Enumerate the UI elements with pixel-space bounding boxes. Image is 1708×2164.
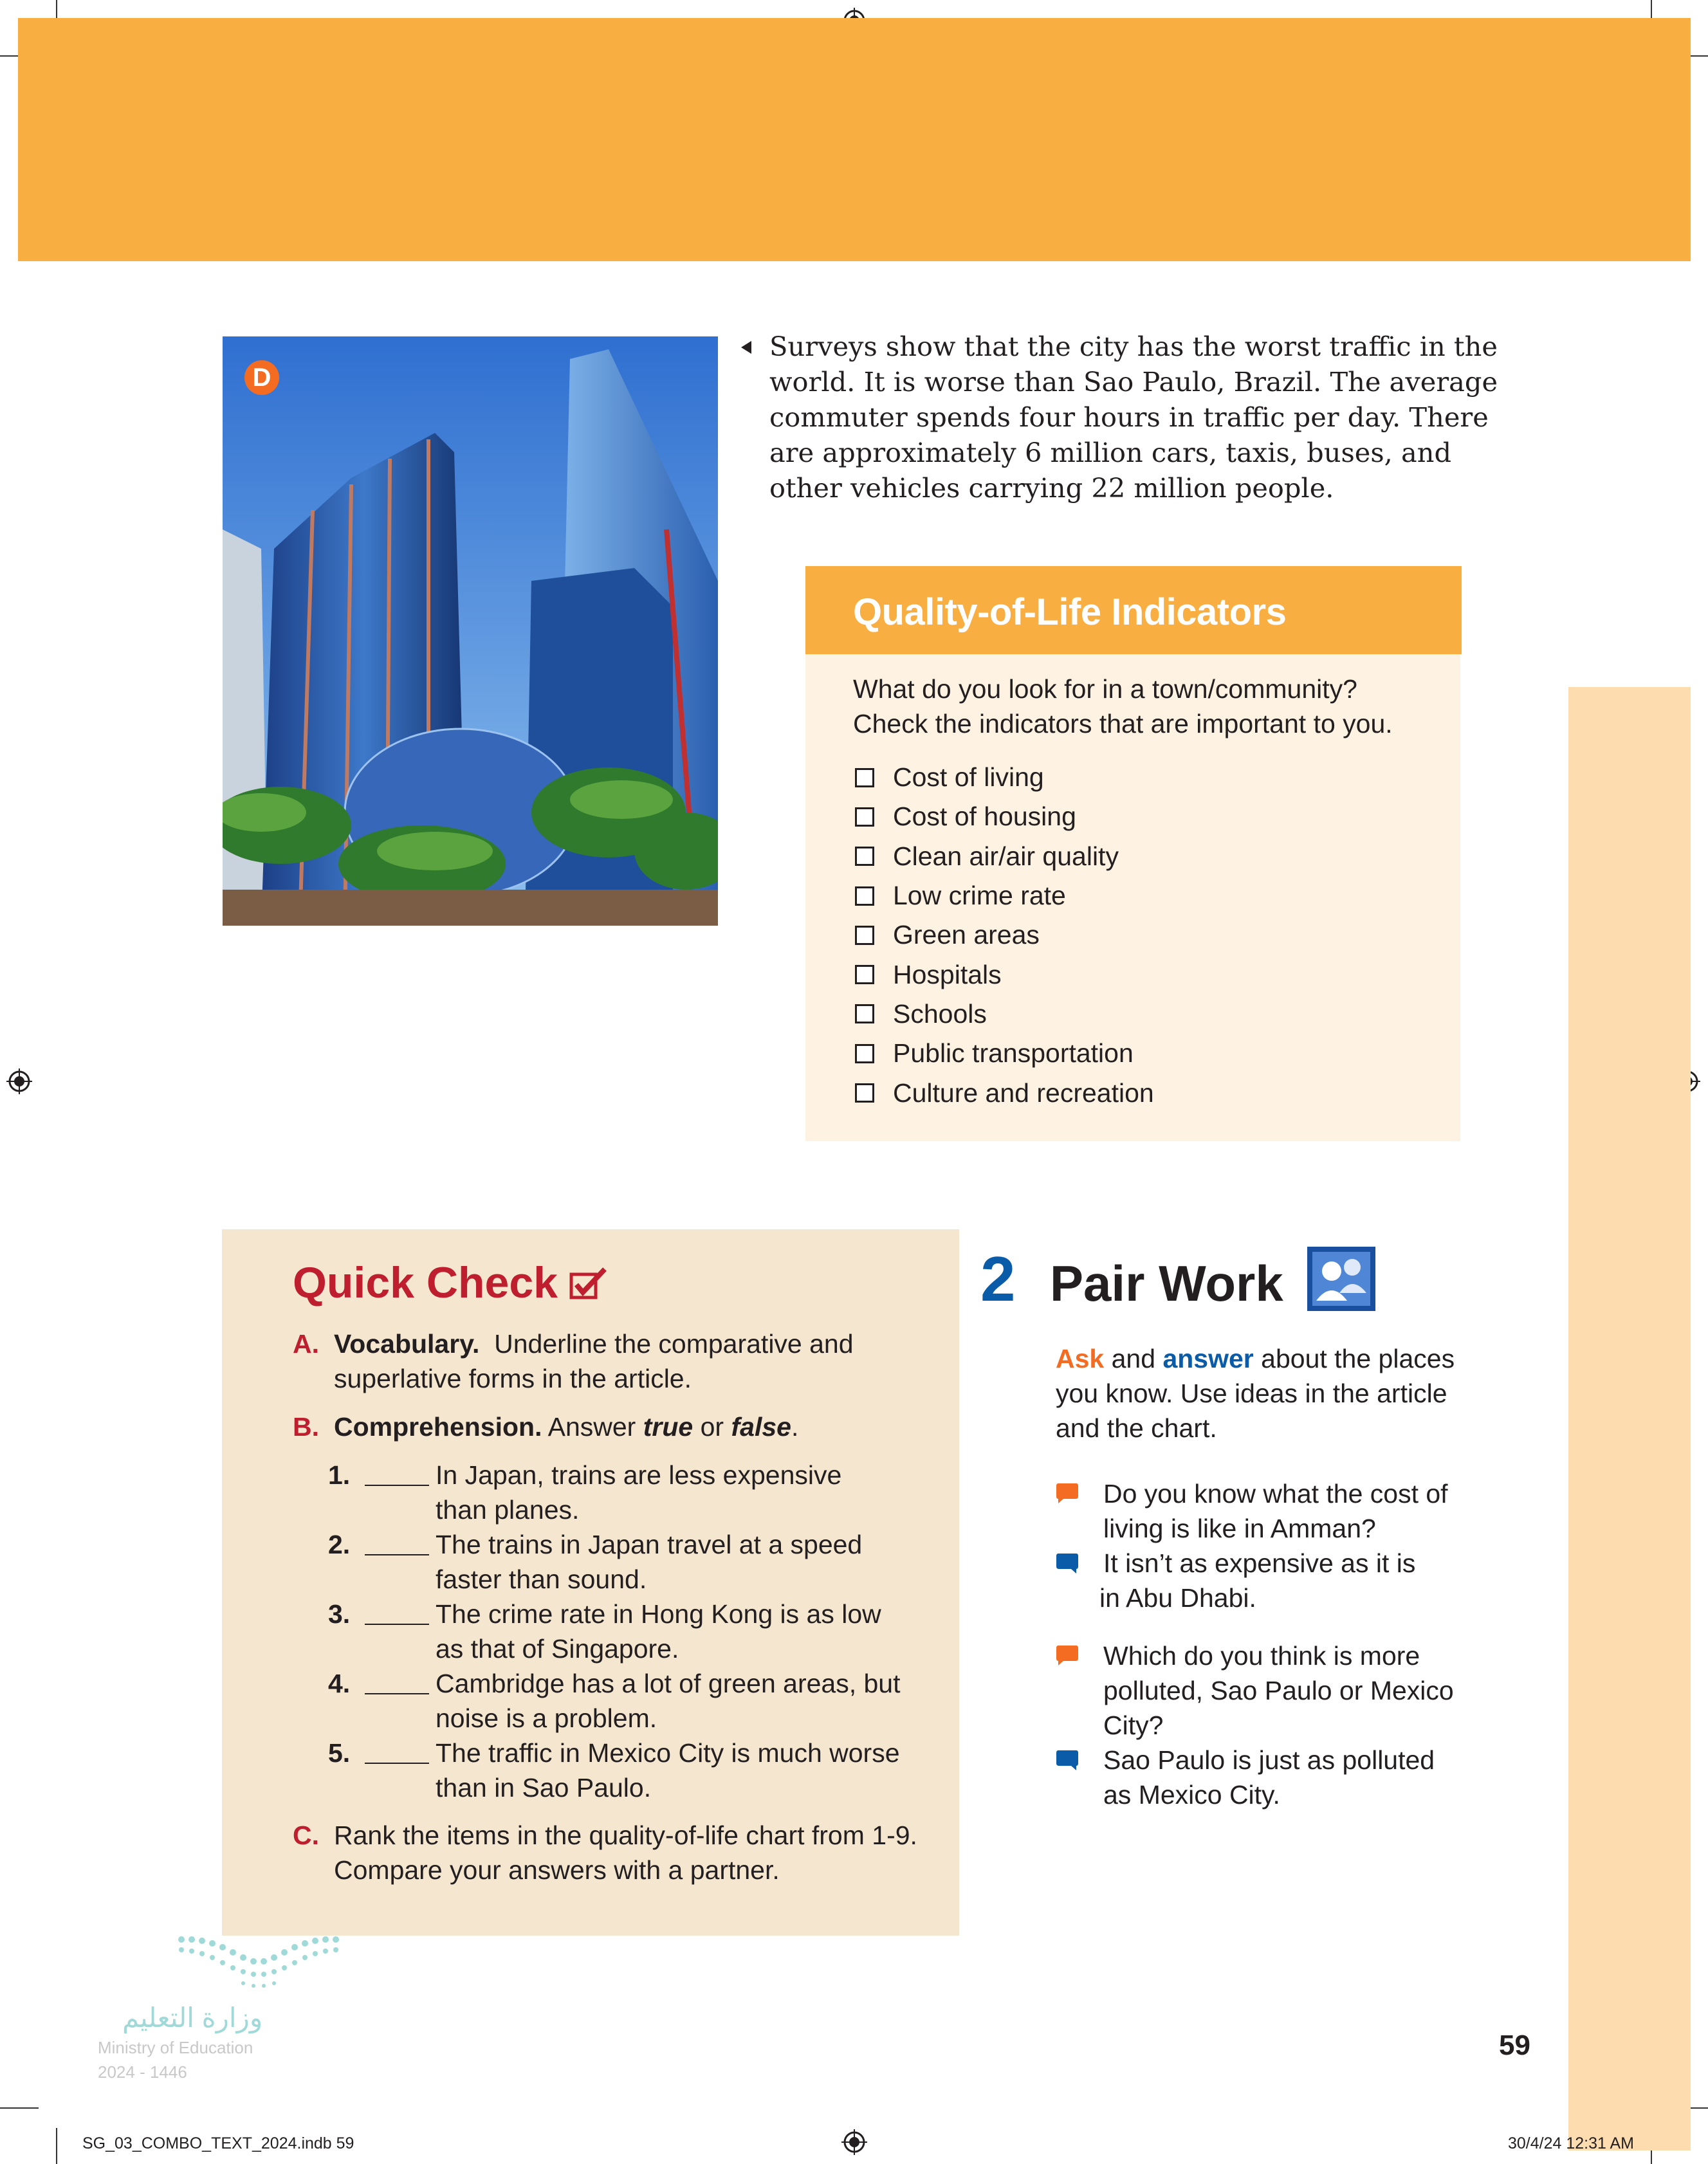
pair-work-title: Pair Work	[1050, 1255, 1283, 1312]
crop-mark	[0, 2107, 39, 2109]
indicator-label: Low crime rate	[893, 881, 1066, 911]
intro-line: Check the indicators that are important to you.	[853, 709, 1393, 738]
quality-of-life-title: Quality-of-Life Indicators	[853, 591, 1287, 633]
statement-number: 2.	[328, 1530, 351, 1559]
dialog-line: Sao Paulo is just as polluted	[1103, 1745, 1435, 1775]
indicator-item[interactable]	[853, 758, 1445, 797]
registration-mark-icon	[6, 1068, 32, 1094]
comprehension-instruction	[334, 1409, 798, 1444]
statement-text: than planes.	[436, 1495, 580, 1525]
instruction-line: you know. Use ideas in the article	[1056, 1379, 1447, 1408]
indicator-label: Schools	[893, 998, 987, 1029]
statement-text: The trains in Japan travel at a speed	[436, 1530, 863, 1559]
period: .	[791, 1412, 799, 1442]
checkbox[interactable]	[855, 1044, 874, 1063]
checkbox[interactable]	[855, 886, 874, 906]
true-word: true	[643, 1412, 693, 1442]
photo-label-badge: D	[244, 360, 279, 395]
dialog-line: in Abu Dhabi.	[1099, 1583, 1256, 1613]
statement-text: noise is a problem.	[436, 1703, 657, 1733]
statement-number: 3.	[328, 1599, 351, 1629]
dialog-line: polluted, Sao Paulo or Mexico	[1103, 1676, 1454, 1705]
checkbox[interactable]	[855, 768, 874, 787]
dialog-line: City?	[1103, 1710, 1164, 1740]
print-timestamp: 30/4/24 12:31 AM	[1508, 2134, 1634, 2152]
indicator-label: Cost of housing	[893, 802, 1076, 832]
checkbox[interactable]	[855, 847, 874, 866]
answer-blank[interactable]	[365, 1693, 429, 1694]
indicator-item[interactable]	[853, 876, 1445, 915]
statement-text: The traffic in Mexico City is much worse	[436, 1738, 900, 1768]
indicator-checklist	[853, 758, 1445, 1113]
registration-mark-icon	[841, 2129, 867, 2155]
ministry-logo-icon	[175, 1932, 342, 1990]
crop-mark	[56, 2128, 57, 2164]
statement-text: The crime rate in Hong Kong is as low	[436, 1599, 881, 1629]
ask-word: Ask	[1056, 1344, 1105, 1373]
dialog-question	[1103, 1476, 1515, 1546]
speech-bubble-icon	[1056, 1749, 1079, 1771]
answer-blank[interactable]	[365, 1763, 429, 1764]
ministry-name-english: Ministry of Education	[98, 2038, 253, 2057]
statement-text: than in Sao Paulo.	[436, 1773, 652, 1802]
checkbox[interactable]	[855, 926, 874, 945]
speech-bubble-icon	[1056, 1644, 1079, 1666]
indicator-label: Hospitals	[893, 959, 1002, 989]
item-letter: A.	[293, 1329, 319, 1359]
ministry-name-arabic: وزارة التعليم	[122, 2003, 263, 2033]
statement-text: faster than sound.	[436, 1564, 647, 1594]
pair-work-icon	[1306, 1245, 1377, 1312]
statement-text: Cambridge has a lot of green areas, but	[436, 1669, 901, 1698]
top-banner	[18, 18, 1691, 261]
ministry-year: 2024 - 1446	[98, 2062, 187, 2082]
statement-text: as that of Singapore.	[436, 1634, 679, 1664]
vocabulary-label: Vocabulary.	[334, 1329, 480, 1359]
comprehension-label: Comprehension.	[334, 1412, 542, 1442]
article-paragraph: Surveys show that the city has the worst traffic in the world. It is worse than Sao Paulo, Brazil. The average commuter spends four hours in traffic per day. There are approximately 6 million cars, taxis, buses, and other vehicles carrying 22 million people.	[769, 331, 1498, 504]
dialog-line: Do you know what the cost of	[1103, 1479, 1448, 1508]
dialog-answer	[1103, 1743, 1515, 1812]
ranking-instruction: Compare your answers with a partner.	[334, 1855, 780, 1885]
vocabulary-text: superlative forms in the article.	[334, 1364, 692, 1393]
intro-line: What do you look for in a town/community?	[853, 674, 1357, 704]
left-pointer-icon	[741, 341, 751, 354]
item-letter: C.	[293, 1820, 319, 1850]
and-word: and	[1111, 1344, 1156, 1373]
file-slug: SG_03_COMBO_TEXT_2024.indb 59	[82, 2134, 354, 2152]
indicator-item[interactable]	[853, 995, 1445, 1034]
quick-check-title: Quick Check	[293, 1258, 558, 1307]
indicator-item[interactable]	[853, 797, 1445, 836]
statement-number: 5.	[328, 1738, 351, 1768]
dialog-answer	[1099, 1546, 1515, 1615]
indicator-label: Cost of living	[893, 762, 1044, 793]
indicator-label: Clean air/air quality	[893, 841, 1119, 871]
dialog-question	[1103, 1638, 1515, 1743]
indicator-label: Culture and recreation	[893, 1077, 1154, 1108]
statement-text: In Japan, trains are less expensive	[436, 1460, 842, 1490]
or-word: or	[700, 1412, 724, 1442]
indicator-label: Green areas	[893, 920, 1040, 950]
checkbox[interactable]	[855, 965, 874, 984]
instruction-text: about the places	[1261, 1344, 1455, 1373]
indicator-item[interactable]	[853, 1073, 1445, 1112]
instruction-line	[1056, 1341, 1519, 1376]
checkmark-icon	[569, 1265, 607, 1301]
indicator-item[interactable]	[853, 955, 1445, 994]
dialog-line: living is like in Amman?	[1103, 1514, 1376, 1543]
answer-blank[interactable]	[365, 1554, 429, 1555]
answer-word: answer	[1162, 1344, 1254, 1373]
speech-bubble-icon	[1056, 1552, 1079, 1574]
section-number: 2	[980, 1243, 1016, 1314]
answer-blank[interactable]	[365, 1485, 429, 1486]
instruction-text: Answer	[547, 1412, 636, 1442]
instruction-line: and the chart.	[1056, 1413, 1217, 1443]
statement-number: 1.	[328, 1460, 351, 1490]
vocabulary-instruction	[334, 1326, 854, 1361]
dialog-line: as Mexico City.	[1103, 1780, 1280, 1810]
indicator-item[interactable]	[853, 837, 1445, 876]
ranking-instruction: Rank the items in the quality-of-life chart from 1-9.	[334, 1820, 917, 1850]
checkbox[interactable]	[855, 1004, 874, 1023]
indicator-item[interactable]	[853, 1034, 1445, 1073]
quality-of-life-intro	[853, 672, 1445, 741]
dialog-line: It isn’t as expensive as it is	[1103, 1548, 1416, 1578]
page-number: 59	[1499, 2030, 1530, 2061]
answer-blank[interactable]	[365, 1624, 429, 1625]
statement-number: 4.	[328, 1669, 351, 1698]
city-photo	[223, 336, 718, 926]
item-letter: B.	[293, 1412, 319, 1442]
indicator-label: Public transportation	[893, 1038, 1134, 1068]
indicator-item[interactable]	[853, 915, 1445, 955]
dialog-line: Which do you think is more	[1103, 1641, 1420, 1671]
checkbox[interactable]	[855, 1083, 874, 1103]
vocabulary-text: Underline the comparative and	[494, 1329, 854, 1359]
checkbox[interactable]	[855, 807, 874, 827]
speech-bubble-icon	[1056, 1482, 1079, 1504]
false-word: false	[731, 1412, 791, 1442]
pair-work-instructions	[1056, 1341, 1519, 1445]
side-band	[1568, 687, 1691, 2150]
